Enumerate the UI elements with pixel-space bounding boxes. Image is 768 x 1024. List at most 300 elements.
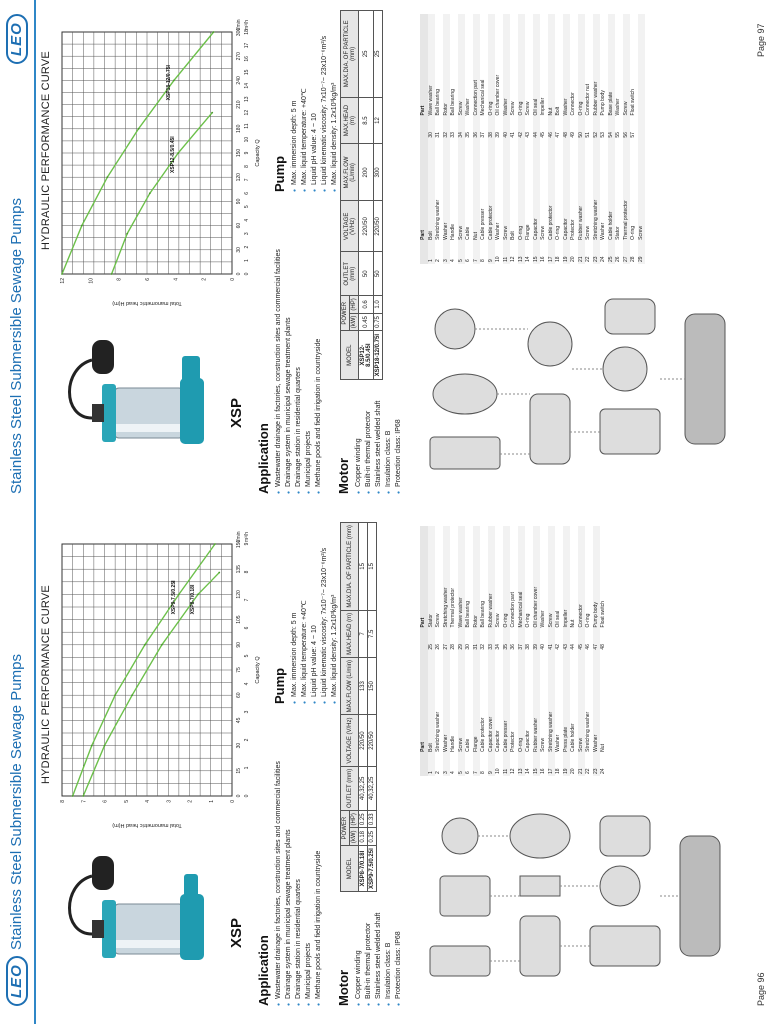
parts-cell: Protector [570, 219, 576, 240]
parts-row [503, 526, 511, 776]
parts-cell: Cable protector [548, 140, 556, 242]
spec-header: MODEL [341, 331, 359, 380]
parts-cell: O-ring [518, 652, 526, 754]
x-tick-label: 180 [236, 124, 242, 133]
spec-cell: 7 [359, 610, 368, 657]
x2-tick-label: 12 [244, 109, 250, 116]
parts-cell: Float switch [630, 89, 636, 116]
spec-cell: 220/50 [359, 201, 374, 252]
parts-cell: Ball bearing [465, 601, 471, 628]
parts-cell: Oil chamber cover [495, 74, 501, 116]
parts-table [420, 526, 608, 776]
parts-cell: 25 [428, 629, 436, 651]
motor-spec-item: ● Protection class: IP68 [394, 896, 404, 1006]
x-axis-label: Capacity Q [255, 656, 261, 684]
spec-header: MAX.FLOW (L/min) [341, 657, 359, 715]
parts-cell: 27 [623, 242, 631, 264]
data-point [149, 192, 151, 194]
parts-row [495, 526, 503, 776]
parts-cell: Rubber washer [533, 652, 541, 754]
x-tick-label: 0 [236, 272, 242, 276]
x2-tick-label: 9 [244, 542, 250, 546]
parts-cell: Bolt [428, 652, 436, 754]
parts-cell: 20 [570, 256, 576, 262]
x2-tick-label: 6 [244, 626, 250, 630]
parts-cell: O-ring [503, 526, 511, 629]
parts-cell: Thermal protector [450, 587, 456, 628]
spec-subheader: (HP) [350, 811, 359, 828]
parts-row [570, 526, 578, 776]
parts-cell: 31 [473, 629, 481, 651]
parts-row [563, 526, 571, 776]
parts-row [465, 14, 473, 264]
parts-row [510, 14, 518, 264]
chart-title: HYDRAULIC PERFORMANCE CURVE [40, 51, 52, 250]
parts-cell: Ball bearing [435, 89, 441, 116]
application-title: Application [256, 935, 271, 1006]
x-tick-label: 240 [236, 76, 242, 85]
parts-cell: Flange [473, 652, 481, 754]
parts-row [525, 14, 533, 264]
pump-spec-item: ● Liquid kinematic viscosity: 7x10⁻⁷~ 23x10⁻⁶m²/s [320, 519, 330, 704]
parts-cell: Screw [458, 652, 466, 754]
x-tick-label: 0 [236, 794, 242, 798]
parts-cell: 36 [473, 117, 481, 139]
series-label: XSP [228, 397, 245, 428]
data-point [82, 795, 84, 797]
parts-row [473, 14, 481, 264]
x-unit-label: l/min [236, 531, 242, 542]
parts-row [585, 526, 593, 776]
parts-row [585, 14, 593, 264]
parts-cell: Screw [458, 140, 466, 242]
spec-cell: 8.5 [359, 97, 374, 144]
y-tick-label: 10 [88, 278, 95, 284]
parts-cell: Flange [525, 224, 531, 240]
parts-cell: 39 [495, 132, 501, 138]
parts-cell: 5 [458, 754, 466, 776]
parts-row [495, 14, 503, 264]
parts-cell: Protector [510, 731, 516, 752]
parts-cell: Connection part [510, 592, 516, 628]
page-number: Page 96 [756, 972, 766, 1006]
data-point [178, 594, 180, 596]
parts-cell: Wave washer [428, 14, 436, 117]
parts-cell: 45 [540, 132, 546, 138]
spec-row [359, 523, 368, 892]
series-label: XSP8-7/0.18I [190, 584, 196, 615]
parts-cell: Connector [570, 92, 576, 116]
parts-row [443, 14, 451, 264]
data-point [61, 273, 63, 275]
parts-cell: Connector nut [585, 84, 591, 116]
pump-list [290, 519, 340, 704]
x2-tick-label: 0 [244, 794, 250, 798]
motor-spec-item: ● Stainless steel welded shaft [374, 384, 384, 494]
parts-row [623, 14, 631, 264]
parts-cell: 4 [450, 259, 456, 262]
leo-logo: LEO [6, 14, 28, 64]
parts-cell: Washer [465, 98, 471, 116]
data-point [213, 31, 215, 33]
parts-cell: Pump body [593, 526, 601, 629]
parts-header: Part [420, 140, 428, 242]
parts-cell: Cable protector [488, 140, 496, 242]
application-item: ● Drainage station in residential quarters [294, 706, 304, 1006]
motor-spec-item: ● Insulation class: B [384, 384, 394, 494]
x-unit-label: l/min [236, 19, 242, 30]
parts-cell: 31 [435, 132, 441, 138]
parts-cell: 9 [488, 754, 496, 776]
series-label: XSP12-8.5/0.45I [170, 136, 177, 173]
parts-cell: Nut [548, 14, 556, 117]
motor-spec-item: ● Insulation class: B [384, 896, 394, 1006]
parts-cell: Oil seal [555, 610, 561, 628]
data-point [211, 112, 213, 114]
pump-spec-item: ● Liquid pH value: 4 ~ 10 [310, 519, 320, 704]
parts-row [630, 14, 638, 264]
parts-row [570, 14, 578, 264]
parts-cell: 12 [510, 768, 516, 774]
x2-tick-label: 7 [244, 598, 250, 602]
parts-row [533, 14, 541, 264]
parts-cell: Connection part [473, 14, 481, 117]
parts-cell: Stretching washer [435, 711, 441, 752]
parts-cell: 10 [495, 256, 501, 262]
spec-cell: 0.18 [359, 828, 368, 846]
parts-cell: O-ring [585, 613, 591, 628]
parts-cell: O-ring [630, 225, 636, 240]
parts-cell: 19 [563, 242, 571, 264]
parts-cell: 46 [548, 117, 556, 139]
parts-cell: 2 [435, 259, 441, 262]
parts-cell: 41 [510, 132, 516, 138]
motor-title: Motor [336, 969, 351, 1006]
parts-cell: Washer [540, 610, 546, 628]
parts-cell: 21 [578, 754, 586, 776]
parts-cell: 9 [488, 242, 496, 264]
x2-tick-label: 14 [244, 82, 250, 89]
parts-cell: 11 [503, 754, 511, 776]
spec-cell: 220/50 [368, 715, 377, 766]
parts-cell: 23 [593, 754, 601, 776]
spec-cell: 220/50 [374, 201, 383, 252]
motor-spec-item: ● Copper winding [354, 384, 364, 494]
data-point [104, 745, 106, 747]
parts-cell: 39 [533, 629, 541, 651]
header-title: Stainless Steel Submersible Sewage Pumps [8, 198, 25, 494]
parts-row [600, 14, 608, 264]
parts-cell: Screw [578, 652, 586, 754]
parts-cell: Bolt [555, 106, 561, 116]
parts-cell: Screw [540, 737, 546, 752]
parts-cell: Nut [570, 619, 576, 628]
parts-row [548, 14, 556, 264]
x-tick-label: 150 [236, 539, 242, 549]
spec-cell: 0.25 [359, 811, 368, 828]
parts-header [420, 117, 428, 139]
parts-cell: Screw [548, 526, 556, 629]
parts-cell: 48 [600, 644, 606, 650]
parts-cell: 44 [570, 644, 576, 650]
parts-cell: 55 [615, 132, 621, 138]
y-tick-label: 2 [201, 278, 208, 281]
pump-spec-item: ● Max. liquid density: 1.2x10³kg/m³ [330, 519, 340, 704]
y-tick-label: 6 [145, 278, 151, 281]
motor-spec-item: ● Built-in thermal protector [364, 896, 374, 1006]
parts-row [458, 14, 466, 264]
x2-tick-label: 0 [244, 272, 250, 276]
spec-cell: XSP12-8.5/0.45I [359, 331, 374, 380]
parts-header: Part [420, 14, 428, 117]
parts-row [458, 526, 466, 776]
x-tick-label: 135 [236, 565, 242, 574]
spec-cell: 7.5 [368, 610, 377, 657]
y-tick-label: 0 [230, 800, 236, 803]
spec-header: OUTLET (mm) [341, 766, 359, 810]
x2-tick-label: 8 [244, 165, 250, 168]
parts-cell: 38 [525, 644, 531, 650]
x-tick-label: 120 [236, 173, 242, 182]
x-tick-label: 60 [236, 692, 242, 698]
x-tick-label: 30 [236, 742, 242, 749]
parts-cell: 43 [563, 629, 571, 651]
x2-tick-label: 6 [244, 191, 250, 195]
spec-header: POWER [341, 811, 350, 846]
parts-cell: 32 [480, 644, 486, 650]
data-point [106, 176, 108, 178]
parts-cell: 34 [458, 117, 466, 139]
pump-photo-icon [52, 844, 222, 994]
parts-cell: 16 [540, 256, 546, 262]
performance-chart [54, 528, 270, 834]
application-item: ● Municipal projects [304, 194, 314, 494]
parts-cell: 37 [480, 132, 486, 138]
parts-cell: Stretching washer [435, 199, 441, 240]
x2-tick-label: 4 [244, 682, 250, 686]
x2-tick-label: 13 [244, 96, 250, 103]
x-tick-label: 15 [236, 768, 242, 774]
parts-cell: Connector [578, 526, 586, 629]
parts-cell: Cable holder [608, 140, 616, 242]
parts-cell: Capacitor [495, 730, 501, 752]
parts-cell: 7 [473, 242, 481, 264]
y-tick-label: 7 [81, 800, 88, 803]
parts-row [435, 526, 443, 776]
parts-cell: Mechanical seal [480, 79, 486, 116]
x-tick-label: 60 [236, 222, 242, 229]
parts-cell: Nut [473, 140, 481, 242]
parts-cell: 38 [488, 117, 496, 139]
header-band [0, 512, 36, 1024]
parts-cell: 37 [518, 629, 526, 651]
parts-cell: 43 [525, 132, 531, 138]
parts-row [540, 526, 548, 776]
application-item: ● Wastewater drainage in factories, construction sites and commercial facilities [274, 706, 284, 1006]
parts-cell: Screw [458, 14, 466, 117]
spec-header: VOLTAGE (V/Hz) [341, 201, 359, 252]
application-item: ● Municipal projects [304, 706, 314, 1006]
parts-cell: 25 [608, 242, 616, 264]
spec-subheader: (kW) [350, 313, 359, 331]
spec-cell: XSP8-7/0.18I [359, 846, 368, 892]
parts-row [525, 526, 533, 776]
pump-photo-icon [52, 328, 222, 478]
parts-row [600, 526, 608, 776]
parts-cell: 19 [563, 754, 571, 776]
chart-title: HYDRAULIC PERFORMANCE CURVE [40, 585, 52, 784]
parts-cell: 40 [540, 644, 546, 650]
header-title: Stainless Steel Submersible Sewage Pumps [8, 654, 25, 950]
parts-cell: 42 [518, 117, 526, 139]
data-point [114, 694, 116, 696]
parts-cell: Screw [495, 613, 501, 628]
parts-row [555, 526, 563, 776]
parts-cell: 28 [630, 256, 636, 262]
parts-cell: Wave washer [458, 526, 466, 629]
spec-cell: 40,32,25 [359, 766, 368, 810]
spec-table [340, 10, 383, 380]
x2-tick-label: 2 [244, 245, 250, 249]
parts-cell: Capacitor cover [488, 652, 496, 754]
parts-row [533, 526, 541, 776]
parts-cell: Screw [638, 140, 646, 242]
parts-cell: Cable presser [480, 208, 486, 240]
parts-cell: Screw [525, 101, 531, 116]
parts-row [608, 14, 616, 264]
parts-cell: 22 [585, 768, 591, 774]
pump-spec-item: ● Liquid kinematic viscosity: 7x10⁻⁷~ 23x10⁻⁶m²/s [320, 7, 330, 192]
parts-cell: 3 [443, 754, 451, 776]
motor-spec-item: ● Protection class: IP68 [394, 384, 404, 494]
spec-cell: 50 [374, 252, 383, 296]
parts-cell: Washer [503, 14, 511, 117]
application-item: ● Drainage station in residential quarters [294, 194, 304, 494]
data-point [214, 543, 216, 545]
spec-header: MODEL [341, 846, 359, 892]
parts-cell: 8 [480, 771, 486, 774]
pump-spec-item: ● Max. liquid temperature: +40℃ [300, 7, 310, 192]
x-axis-label: Capacity Q [255, 139, 261, 167]
parts-cell: Washer [593, 652, 601, 754]
parts-cell: 28 [450, 644, 456, 650]
parts-cell: 33 [450, 132, 456, 138]
x-tick-label: 105 [236, 615, 242, 624]
spec-cell: 50 [359, 252, 374, 296]
parts-row [510, 526, 518, 776]
parts-cell: 26 [435, 644, 441, 650]
pump-spec-item: ● Liquid pH value: 4 ~ 10 [310, 7, 320, 192]
parts-cell: 53 [600, 132, 606, 138]
parts-cell: 13 [518, 754, 526, 776]
series-label: XSP9-7.5/0.25I [170, 580, 177, 615]
parts-cell: Bolt [510, 231, 516, 240]
motor-spec-item: ● Copper winding [354, 896, 364, 1006]
parts-cell: 27 [443, 629, 451, 651]
spec-header: OUTLET (mm) [341, 252, 359, 296]
parts-cell: 52 [593, 117, 601, 139]
parts-cell: Base plate [608, 14, 616, 117]
spec-cell: 25 [359, 11, 374, 98]
parts-cell: Washer [443, 652, 451, 754]
parts-cell: 26 [615, 256, 621, 262]
spec-cell: 220/50 [359, 715, 368, 766]
x-tick-label: 150 [236, 148, 242, 158]
application-title: Application [256, 423, 271, 494]
parts-header [420, 754, 428, 776]
parts-row [548, 526, 556, 776]
parts-cell: Screw [503, 140, 511, 242]
parts-cell: 18 [555, 256, 561, 262]
parts-cell: 41 [548, 629, 556, 651]
parts-cell: Handle [450, 223, 456, 240]
application-list [274, 706, 324, 1006]
parts-row [578, 526, 586, 776]
parts-cell: 11 [503, 242, 511, 264]
parts-cell: Capacitor [525, 730, 531, 752]
parts-cell: 15 [533, 242, 541, 264]
parts-cell [638, 117, 646, 139]
parts-cell: Oil chamber cover [533, 526, 541, 629]
y-axis-label: Total manometric head H(m) [112, 300, 182, 306]
parts-cell: 17 [548, 754, 556, 776]
parts-cell: Washer [555, 734, 561, 752]
spec-header: MAX.HEAD (m) [341, 97, 359, 144]
x2-tick-label: 18 [244, 29, 250, 35]
motor-list [354, 384, 404, 494]
parts-cell: Impeller [563, 526, 571, 629]
y-tick-label: 4 [173, 278, 180, 281]
x2-tick-label: 2 [244, 738, 250, 742]
x2-tick-label: 1 [244, 259, 250, 262]
spec-cell: 0.45 [359, 313, 374, 331]
parts-cell: O-ring [488, 14, 496, 117]
motor-spec-item: ● Built-in thermal protector [364, 384, 374, 494]
spec-row [359, 11, 374, 380]
parts-cell: 17 [548, 242, 556, 264]
parts-cell: Mechanical seal [518, 526, 526, 629]
parts-cell: 13 [518, 242, 526, 264]
y-axis-label: Total manometric head H(m) [112, 822, 182, 828]
parts-cell: 44 [533, 117, 541, 139]
motor-spec-item: ● Stainless steel welded shaft [374, 896, 384, 1006]
parts-cell: Capacitor [563, 140, 571, 242]
parts-cell: O-ring [578, 14, 586, 117]
parts-cell: 1 [428, 754, 436, 776]
data-point [144, 644, 146, 646]
x-tick-label: 210 [236, 100, 242, 109]
x2-tick-label: 5 [244, 205, 250, 209]
parts-row [435, 14, 443, 264]
parts-cell: O-ring [525, 613, 531, 628]
spec-cell: 200 [359, 144, 374, 201]
parts-cell: 24 [600, 256, 606, 262]
parts-cell: 6 [465, 259, 471, 262]
parts-cell: Stretching washer [443, 526, 451, 629]
parts-header [420, 629, 428, 651]
pump-image [52, 844, 227, 994]
spec-row [368, 523, 377, 892]
parts-row [540, 14, 548, 264]
parts-cell: 10 [495, 768, 501, 774]
parts-cell: 36 [510, 644, 516, 650]
y-tick-label: 3 [166, 800, 173, 803]
pump-title: Pump [272, 667, 287, 704]
parts-cell: 8 [480, 259, 486, 262]
parts-cell: Ball bearing [450, 89, 456, 116]
spec-cell: 0.75 [374, 313, 383, 331]
parts-cell: 16 [540, 768, 546, 774]
